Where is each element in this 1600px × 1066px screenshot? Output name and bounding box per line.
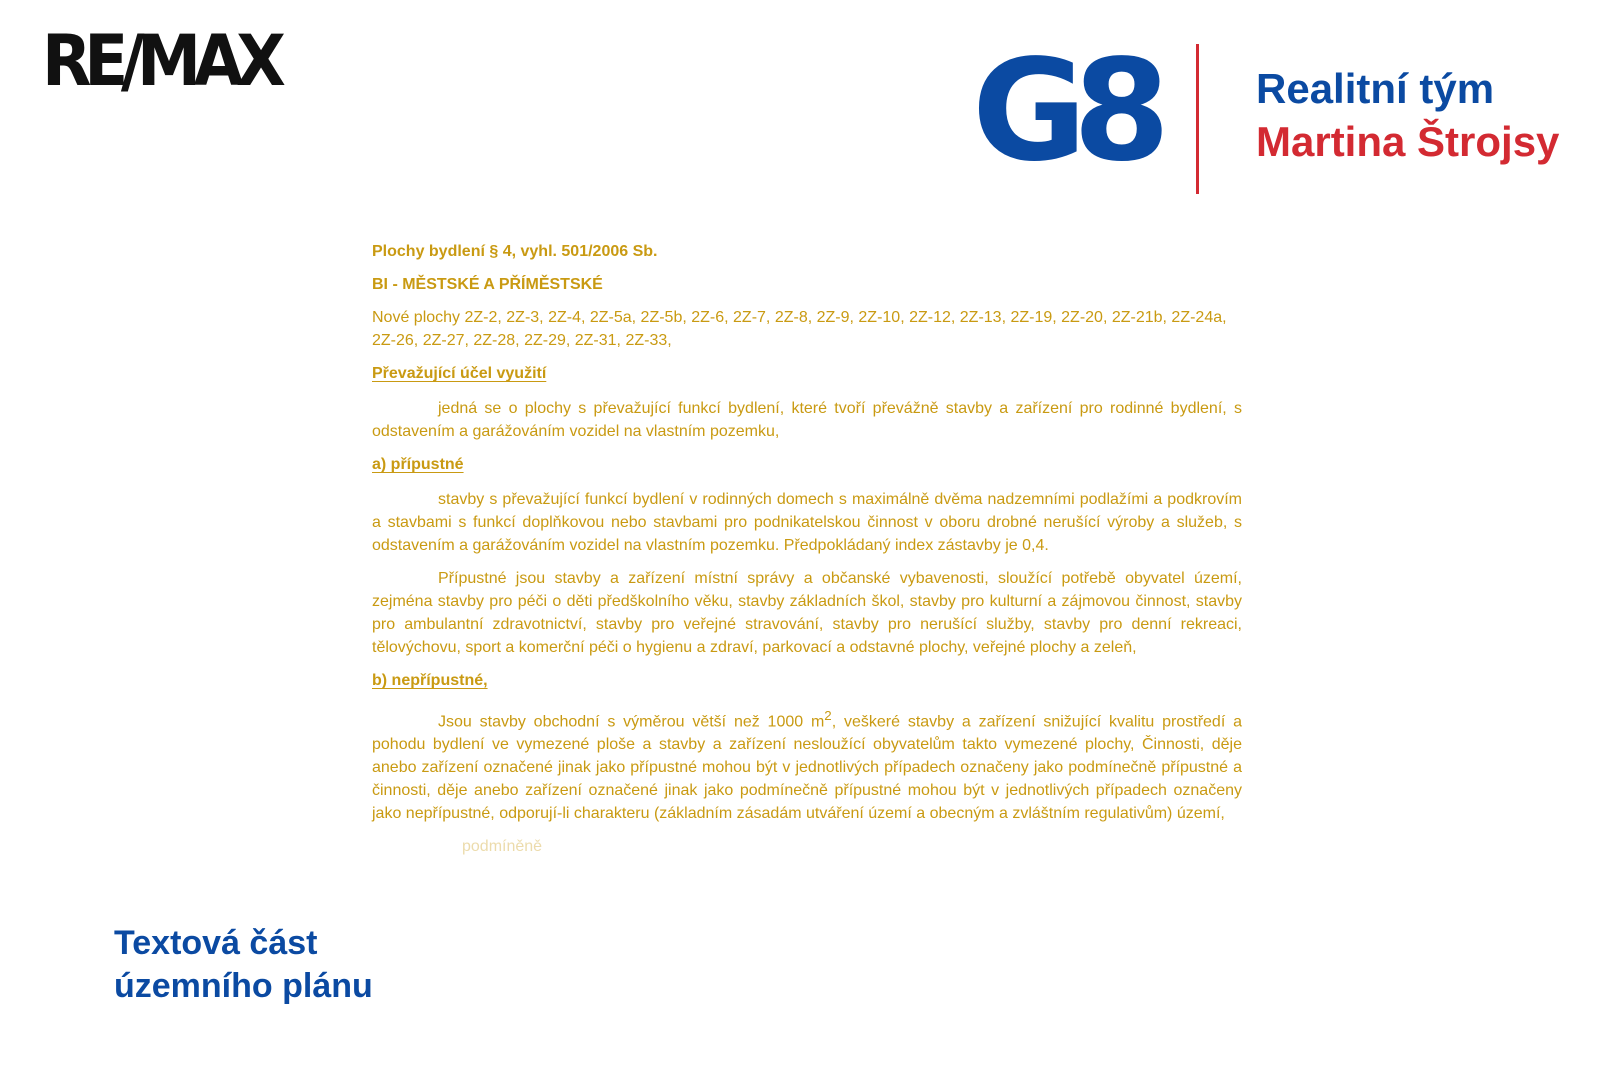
brand-divider bbox=[1196, 44, 1199, 194]
paragraph-permitted-2: Přípustné jsou stavby a zařízení místní správy a občanské vybavenosti, sloužící potřebě obyvatel území, zejména stavby pro péči o děti předškolního věku, stavby základních škol, stavby pro kulturní a zájmovou činnost, stavby pro ambulantní zdravotnictví, stavby pro veřejné stravování, stavby pro nerušící služby, stavby pro denní rekreaci, tělovýchovu, sport a komerční péči o hygienu a zdraví, parkovací a odstavné plochy, veřejné plochy a zeleň, bbox=[372, 570, 1242, 656]
paragraph-forbidden-start: Jsou stavby obchodní s výměrou větší než 1000 m bbox=[438, 713, 825, 731]
superscript-2: 2 bbox=[824, 708, 832, 723]
team-name bbox=[1256, 62, 1559, 168]
remax-logo: RE/MAX bbox=[42, 20, 279, 102]
paragraph-forbidden bbox=[372, 704, 1242, 825]
document-heading-category: BI - MĚSTSKÉ A PŘÍMĚSTSKÉ bbox=[372, 276, 603, 293]
section-permitted: a) přípustné bbox=[372, 456, 464, 473]
document-heading-regulation: Plochy bydlení § 4, vyhl. 501/2006 Sb. bbox=[372, 243, 658, 260]
paragraph-permitted-1: stavby s převažující funkcí bydlení v rodinných domech s maximálně dvěma nadzemními podlažími a podkrovím a stavbami s funkcí doplňkovou nebo stavbami pro podnikatelskou činnost v oboru drobné nerušící výroby a služeb, s odstavením a garážováním vozidel na vlastním pozemku. Předpokládaný index zástavby je 0,4. bbox=[372, 491, 1242, 554]
zoning-document-excerpt bbox=[372, 240, 1242, 856]
team-line1: Realitní tým bbox=[1256, 65, 1495, 112]
slide-caption bbox=[114, 922, 373, 1008]
paragraph-forbidden-rest: , veškeré stavby a zařízení snižující kvalitu prostředí a pohodu bydlení ve vymezené ploše a stavby a zařízení nesloužící obyvatelům takto vymezené plochy, Činnosti, děje anebo zařízení označené jinak jako přípustné mohou být v jednotlivých případech označeny jako podmínečně přípustné a činnosti, děje anebo zařízení označené jinak jako podmínečně přípustné mohou být v jednotlivých případech označeny jako nepřípustné, odporují-li charakteru (základním zásadám utváření území a obecným a zvláštním regulativům) území, bbox=[372, 713, 1242, 823]
paragraph-main-use: jedná se o plochy s převažující funkcí bydlení, které tvoří převážně stavby a zařízení pro rodinné bydlení, s odstavením a garážováním vozidel na vlastním pozemku, bbox=[372, 400, 1242, 440]
team-line2: Martina Štrojsy bbox=[1256, 118, 1560, 165]
areas-list: Nové plochy 2Z-2, 2Z-3, 2Z-4, 2Z-5a, 2Z-5b, 2Z-6, 2Z-7, 2Z-8, 2Z-9, 2Z-10, 2Z-12, 2Z-13, 2Z-19, 2Z-20, 2Z-21b, 2Z-24a, 2Z-26, 2Z-27, 2Z-28, 2Z-29, 2Z-31, 2Z-33, bbox=[372, 309, 1227, 349]
g8-logo: G8 bbox=[972, 30, 1157, 193]
caption-line1: Textová část bbox=[114, 924, 318, 962]
section-forbidden: b) nepřípustné, bbox=[372, 672, 488, 689]
section-main-use: Převažující účel využití bbox=[372, 365, 547, 382]
truncated-next-line: podmíněně bbox=[462, 838, 543, 856]
caption-line2: územního plánu bbox=[114, 967, 373, 1005]
